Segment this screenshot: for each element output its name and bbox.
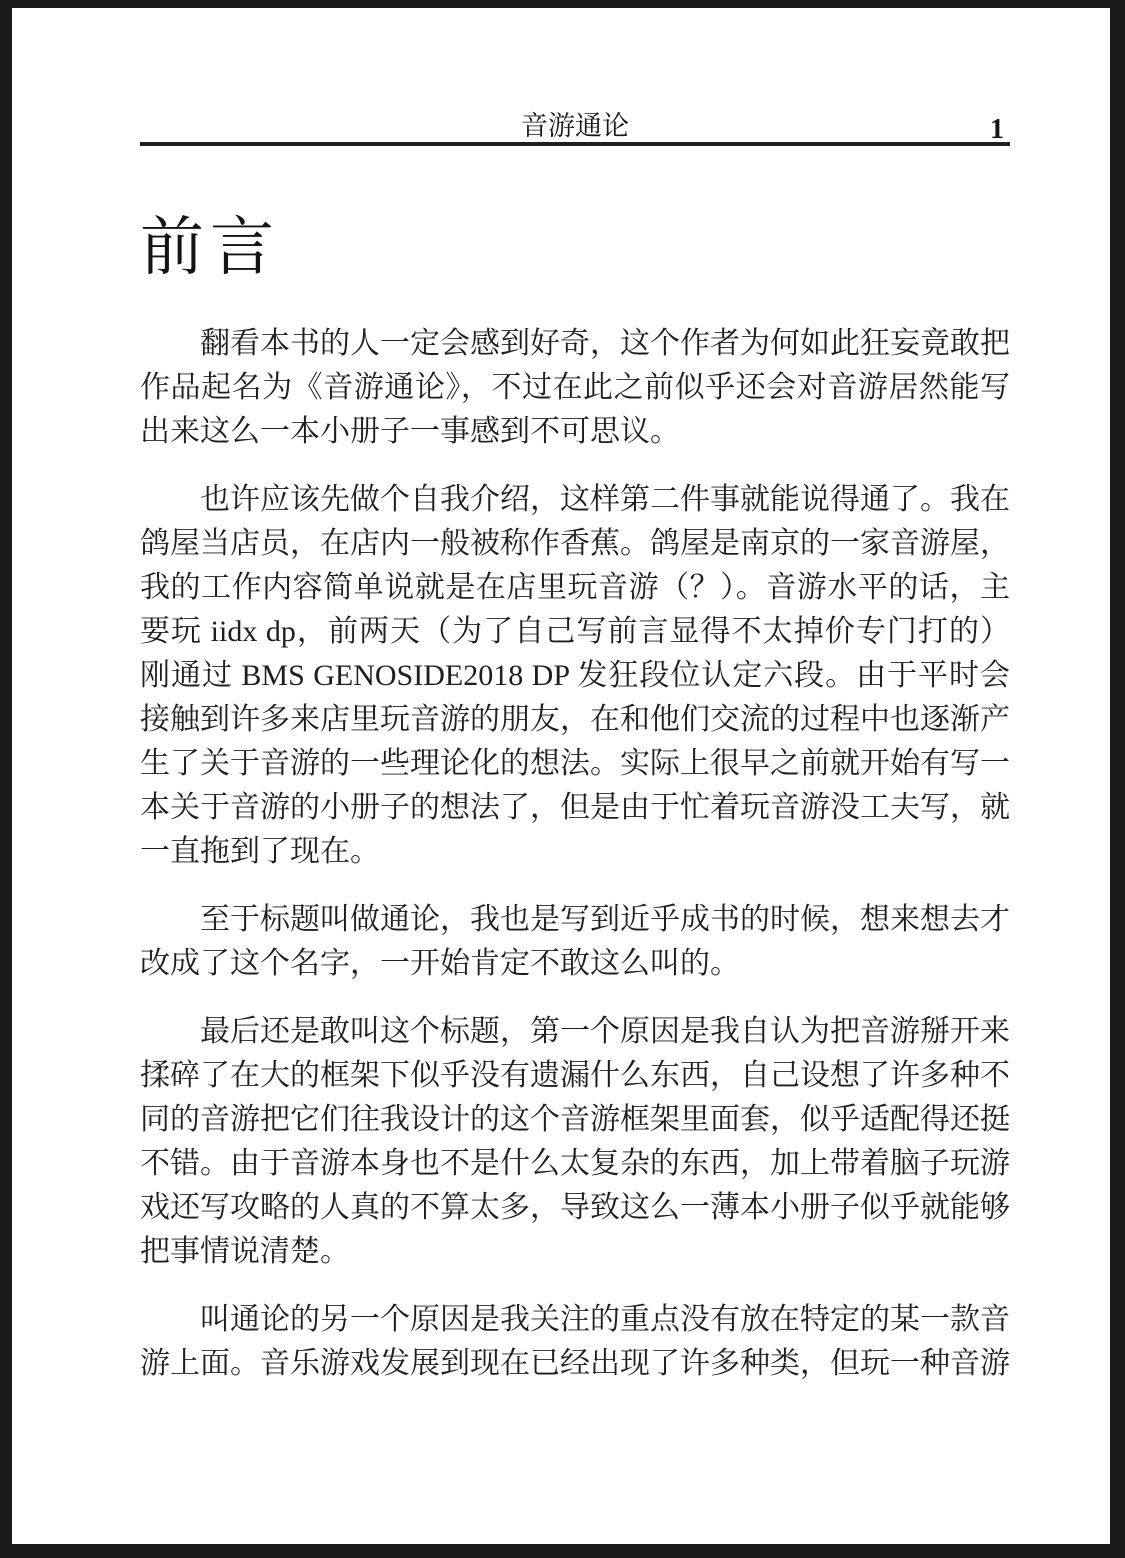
paragraph: 最后还是敢叫这个标题，第一个原因是我自认为把音游掰开来揉碎了在大的框架下似乎没有遗漏什么东西，自己设想了许多种不同的音游把它们往我设计的这个音游框架里面套，似乎适配得还挺不错。由于音游本身也不是什么太复杂的东西，加上带着脑子玩游戏还写攻略的人真的不算太多，导致这么一薄本小册子似乎就能够把事情说清楚。 [140, 1015, 1010, 1268]
running-header-title: 音游通论 [521, 111, 629, 141]
paragraph: 叫通论的另一个原因是我关注的重点没有放在特定的某一款音游上面。音乐游戏发展到现在已经出现了许多种类，但玩一种音游 [140, 1303, 1010, 1380]
chapter-heading: 前言 [140, 212, 280, 283]
page-number: 1 [990, 114, 1004, 145]
body-text [140, 322, 1010, 1386]
paragraph: 翻看本书的人一定会感到好奇，这个作者为何如此狂妄竟敢把作品起名为《音游通论》，不过在此之前似乎还会对音游居然能写出来这么一本小册子一事感到不可思议。 [140, 327, 1010, 448]
page-content [140, 8, 1010, 1410]
header-rule [140, 142, 1010, 146]
document-page [12, 8, 1110, 1544]
paragraph: 至于标题叫做通论，我也是写到近乎成书的时候，想来想去才改成了这个名字，一开始肯定不敢这么叫的。 [140, 903, 1010, 980]
paragraph: 也许应该先做个自我介绍，这样第二件事就能说得通了。我在鸽屋当店员，在店内一般被称作香蕉。鸽屋是南京的一家音游屋，我的工作内容简单说就是在店里玩音游（？）。音游水平的话，主要玩 iidx dp，前两天（为了自己写前言显得不太掉价专门打的）刚通过 BMS GENOSIDE2018 DP 发狂段位认定六段。由于平时会接触到许多来店里玩音游的朋友，在和他们交流的过程中也逐渐产生了关于音游的一些理论化的想法。实际上很早之前就开始有写一本关于音游的小册子的想法了，但是由于忙着玩音游没工夫写，就一直拖到了现在。 [140, 483, 1010, 868]
running-header [140, 8, 1010, 158]
